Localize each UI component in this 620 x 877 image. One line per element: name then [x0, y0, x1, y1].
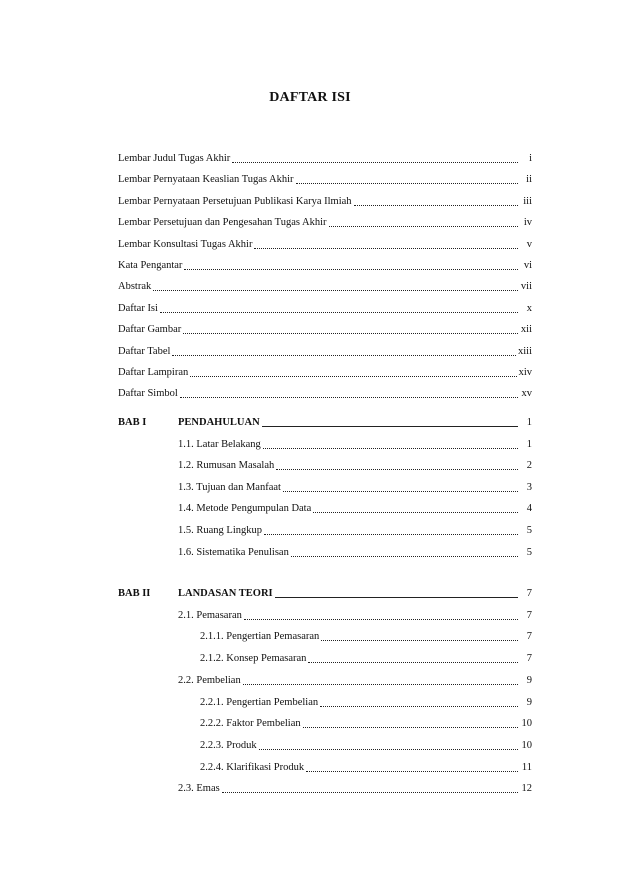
toc-entry-label: Abstrak — [118, 281, 152, 293]
dot-leader — [303, 726, 518, 728]
toc-entry-page: 7 — [526, 631, 532, 643]
toc-entry-page: 7 — [526, 588, 532, 599]
page-title: DAFTAR ISI — [269, 90, 351, 105]
toc-section-entry — [178, 436, 532, 452]
toc-entry-label: LANDASAN TEORI — [178, 588, 273, 599]
toc-entry-label: Daftar Tabel — [118, 345, 171, 357]
toc-entry-page: 4 — [526, 503, 532, 515]
dot-leader — [190, 375, 516, 377]
toc-entry-page: xii — [520, 324, 532, 336]
toc-entry-page: 7 — [526, 609, 532, 621]
dot-leader — [263, 447, 518, 449]
toc-entry-label: Daftar Simbol — [118, 388, 178, 400]
toc-entry-label: Lembar Konsultasi Tugas Akhir — [118, 238, 253, 250]
toc-entry-page: iii — [523, 195, 532, 207]
toc-entry-label: 2.1. Pemasaran — [178, 609, 242, 621]
dot-leader — [283, 490, 518, 492]
chapter-number: BAB I — [118, 417, 147, 428]
toc-entry-page: 5 — [526, 525, 532, 536]
toc-front-entry — [118, 321, 532, 337]
toc-entry-page: 7 — [526, 653, 532, 665]
toc-entry-label: Lembar Pernyataan Keaslian Tugas Akhir — [118, 174, 294, 186]
toc-entry-label: Daftar Lampiran — [118, 367, 189, 378]
toc-entry-page: 1 — [526, 438, 532, 450]
toc-entry-page: vi — [523, 260, 532, 271]
dot-leader — [320, 705, 518, 707]
toc-entry-label: 1.2. Rumusan Masalah — [178, 460, 275, 472]
toc-entry-label: 1.5. Ruang Lingkup — [178, 525, 262, 536]
toc-entry-page: 10 — [521, 739, 532, 751]
toc-entry-page: 12 — [521, 783, 532, 795]
dot-leader — [262, 425, 518, 427]
dot-leader — [329, 225, 518, 227]
toc-entry-label: 2.1.1. Pengertian Pemasaran — [200, 631, 320, 643]
toc-entry-page: 11 — [521, 761, 532, 773]
toc-entry-page: i — [529, 153, 532, 164]
toc-entry-page: xiii — [517, 345, 532, 357]
toc-entry-page: v — [526, 238, 532, 250]
toc-section-entry — [178, 672, 532, 688]
toc-section-entry — [178, 780, 532, 796]
toc-section-entry — [178, 544, 532, 560]
toc-section-entry — [178, 457, 532, 473]
dot-leader — [354, 204, 518, 206]
dot-leader — [184, 268, 518, 270]
toc-subsection-entry — [200, 694, 532, 710]
dot-leader — [232, 161, 518, 163]
dot-leader — [291, 555, 518, 557]
toc-entry-label: 2.2.4. Klarifikasi Produk — [200, 761, 305, 773]
chapter-number: BAB II — [118, 588, 151, 599]
toc-entry-label: Lembar Judul Tugas Akhir — [118, 153, 231, 164]
toc-entry-label: Daftar Isi — [118, 302, 158, 314]
dot-leader — [313, 511, 518, 513]
toc-front-entry — [118, 171, 532, 187]
dot-leader — [259, 748, 518, 750]
toc-entry-page: 9 — [526, 696, 532, 708]
toc-entry-label: 1.3. Tujuan dan Manfaat — [178, 481, 281, 493]
chapter-heading — [178, 414, 532, 430]
toc-entry-label: 1.4. Metode Pengumpulan Data — [178, 503, 312, 515]
toc-front-entry — [118, 214, 532, 230]
toc-entry-page: xv — [521, 388, 532, 400]
dot-leader — [183, 332, 518, 334]
dot-leader — [264, 533, 518, 535]
toc-entry-page: x — [526, 302, 532, 314]
toc-entry-label: 2.1.2. Konsep Pemasaran — [200, 653, 307, 665]
toc-subsection-entry — [200, 737, 532, 753]
toc-entry-page: 5 — [526, 546, 532, 558]
dot-leader — [244, 618, 518, 620]
toc-subsection-entry — [200, 628, 532, 644]
toc-entry-label: 2.2.2. Faktor Pembelian — [200, 718, 301, 730]
dot-leader — [321, 639, 518, 641]
toc-front-entry — [118, 300, 532, 316]
dot-leader — [172, 354, 516, 356]
toc-front-entry — [118, 193, 532, 209]
dot-leader — [296, 182, 518, 184]
toc-entry-label: Daftar Gambar — [118, 324, 182, 336]
dot-leader — [275, 596, 518, 598]
dot-leader — [254, 247, 518, 249]
toc-section-entry — [178, 522, 532, 538]
toc-entry-page: 10 — [521, 718, 532, 730]
toc-entry-label: Lembar Pernyataan Persetujuan Publikasi Karya Ilmiah — [118, 195, 352, 207]
toc-front-entry — [118, 257, 532, 273]
toc-front-entry — [118, 364, 532, 380]
toc-section-entry — [178, 607, 532, 623]
dot-leader — [306, 770, 518, 772]
toc-front-entry — [118, 343, 532, 359]
toc-subsection-entry — [200, 759, 532, 775]
toc-entry-page: vii — [520, 281, 532, 293]
toc-entry-label: 2.2.1. Pengertian Pembelian — [200, 696, 319, 708]
toc-front-entry — [118, 236, 532, 252]
toc-entry-page: 9 — [526, 674, 532, 686]
toc-subsection-entry — [200, 650, 532, 666]
toc-front-entry — [118, 278, 532, 294]
dot-leader — [243, 683, 518, 685]
toc-section-entry — [178, 479, 532, 495]
toc-entry-page: xiv — [518, 367, 532, 378]
toc-entry-label: PENDAHULUAN — [178, 417, 260, 428]
toc-entry-page: ii — [526, 174, 532, 186]
toc-front-entry — [118, 385, 532, 401]
toc-entry-label: Lembar Persetujuan dan Pengesahan Tugas Akhir — [118, 217, 327, 229]
toc-entry-label: 1.6. Sistematika Penulisan — [178, 546, 289, 558]
toc-entry-page: 3 — [526, 481, 532, 493]
dot-leader — [222, 791, 518, 793]
dot-leader — [276, 468, 518, 470]
toc-entry-page: 1 — [526, 417, 532, 428]
toc-entry-label: Kata Pengantar — [118, 260, 183, 271]
dot-leader — [153, 289, 518, 291]
toc-section-entry — [178, 500, 532, 516]
toc-subsection-entry — [200, 715, 532, 731]
dot-leader — [180, 396, 518, 398]
toc-entry-label: 2.2.3. Produk — [200, 739, 257, 751]
toc-front-entry — [118, 150, 532, 166]
toc-entry-label: 2.2. Pembelian — [178, 674, 241, 686]
toc-entry-page: iv — [523, 217, 532, 229]
chapter-heading — [178, 585, 532, 601]
dot-leader — [308, 661, 518, 663]
toc-entry-label: 2.3. Emas — [178, 783, 220, 795]
dot-leader — [160, 311, 518, 313]
toc-entry-page: 2 — [526, 460, 532, 472]
toc-entry-label: 1.1. Latar Belakang — [178, 438, 261, 450]
